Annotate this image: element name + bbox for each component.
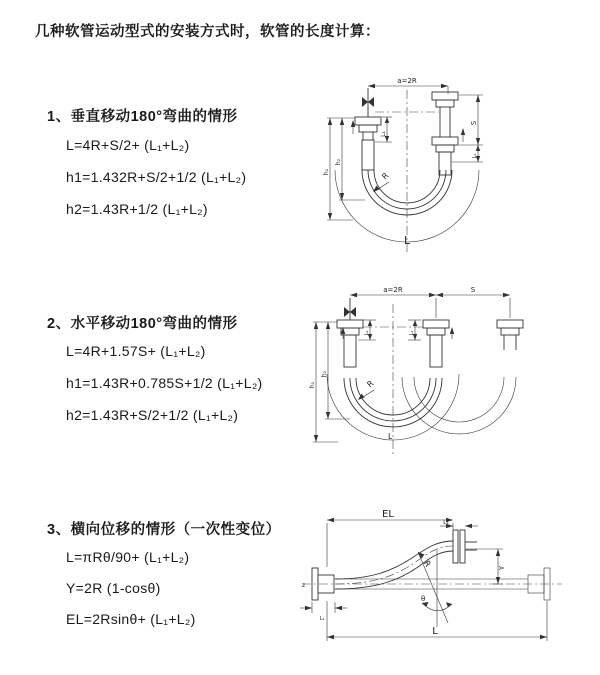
- dim-label-y: Y: [498, 565, 506, 571]
- section-3-heading: 3、横向位移的情形（一次性变位）: [47, 522, 281, 538]
- d2-labels: [309, 286, 476, 441]
- valve-icon: [362, 97, 368, 107]
- page-title: 几种软管运动型式的安装方式时，软管的长度计算：: [35, 24, 380, 40]
- diagram-vertical-180: [315, 72, 565, 257]
- dim-label-l1b: L₁: [409, 330, 415, 336]
- section-3-formula-Y: Y=2R (1-cosθ): [66, 580, 161, 596]
- section-2-formula-h2: h2=1.43R+S/2+1/2 (L₁+L₂): [66, 407, 239, 423]
- section-2-heading: 2、水平移动180°弯曲的情形: [47, 316, 238, 332]
- d3-labels: [302, 509, 506, 637]
- section-1-formula-h1: h1=1.432R+S/2+1/2 (L₁+L₂): [66, 169, 247, 185]
- dim-label-h2: h₂: [321, 370, 328, 378]
- up-arrow-icon: [461, 128, 465, 135]
- dim-label-l1: L₁: [380, 131, 387, 137]
- diagram-vertical-180-svg: [315, 72, 565, 257]
- valve-icon: [344, 307, 350, 317]
- d1-linework: [327, 84, 483, 252]
- section-2-formula-h1: h1=1.43R+0.785S+1/2 (L₁+L₂): [66, 375, 263, 391]
- diagram-lateral-svg: [300, 505, 600, 660]
- section-3-formula-EL: EL=2Rsinθ+ (L₁+L₂): [66, 611, 196, 627]
- dim-label-s: S: [470, 120, 478, 126]
- dim-label-h2: h₂: [335, 158, 342, 166]
- dim-label-l1b: L₁: [472, 153, 478, 159]
- dim-label-s: S: [470, 286, 476, 294]
- section-1-formula-L: L=4R+S/2+ (L₁+L₂): [66, 137, 190, 153]
- dim-label-l1-top: L₁: [443, 519, 449, 526]
- dim-label-a2r: a=2R: [397, 77, 417, 85]
- section-3-formula-L: L=πRθ/90+ (L₁+L₂): [66, 549, 190, 565]
- dim-label-l1-bottom: L₁: [320, 616, 325, 622]
- dim-label-l: L: [388, 432, 393, 441]
- dim-label-r: R: [380, 170, 391, 182]
- dim-label-r: R: [421, 559, 433, 569]
- d2-linework: [313, 293, 523, 454]
- up-arrow-icon: [351, 120, 355, 127]
- dim-label-h1: h₁: [309, 381, 316, 389]
- diagram-lateral-displacement: [300, 505, 600, 660]
- dim-label-theta: θ: [421, 595, 426, 603]
- d3-linework: [300, 518, 562, 641]
- dim-label-l: L: [404, 234, 411, 247]
- dim-label-l: L: [432, 626, 438, 637]
- up-arrow-icon: [450, 327, 454, 334]
- dim-label-el: EL: [382, 509, 394, 520]
- section-1-formula-h2: h2=1.43R+1/2 (L₁+L₂): [66, 201, 208, 217]
- dim-label-h1: h₁: [323, 168, 330, 176]
- dim-label-r: R: [365, 378, 376, 390]
- diagram-horizontal-180-svg: [308, 282, 580, 458]
- section-2-formula-L: L=4R+1.57S+ (L₁+L₂): [66, 343, 206, 359]
- dim-label-a2r: a=2R: [383, 286, 403, 294]
- section-1-heading: 1、垂直移动180°弯曲的情形: [47, 109, 238, 125]
- dim-label-z: z: [302, 582, 306, 589]
- diagram-horizontal-180: [308, 282, 580, 458]
- dim-label-l1a: L₁: [364, 330, 370, 336]
